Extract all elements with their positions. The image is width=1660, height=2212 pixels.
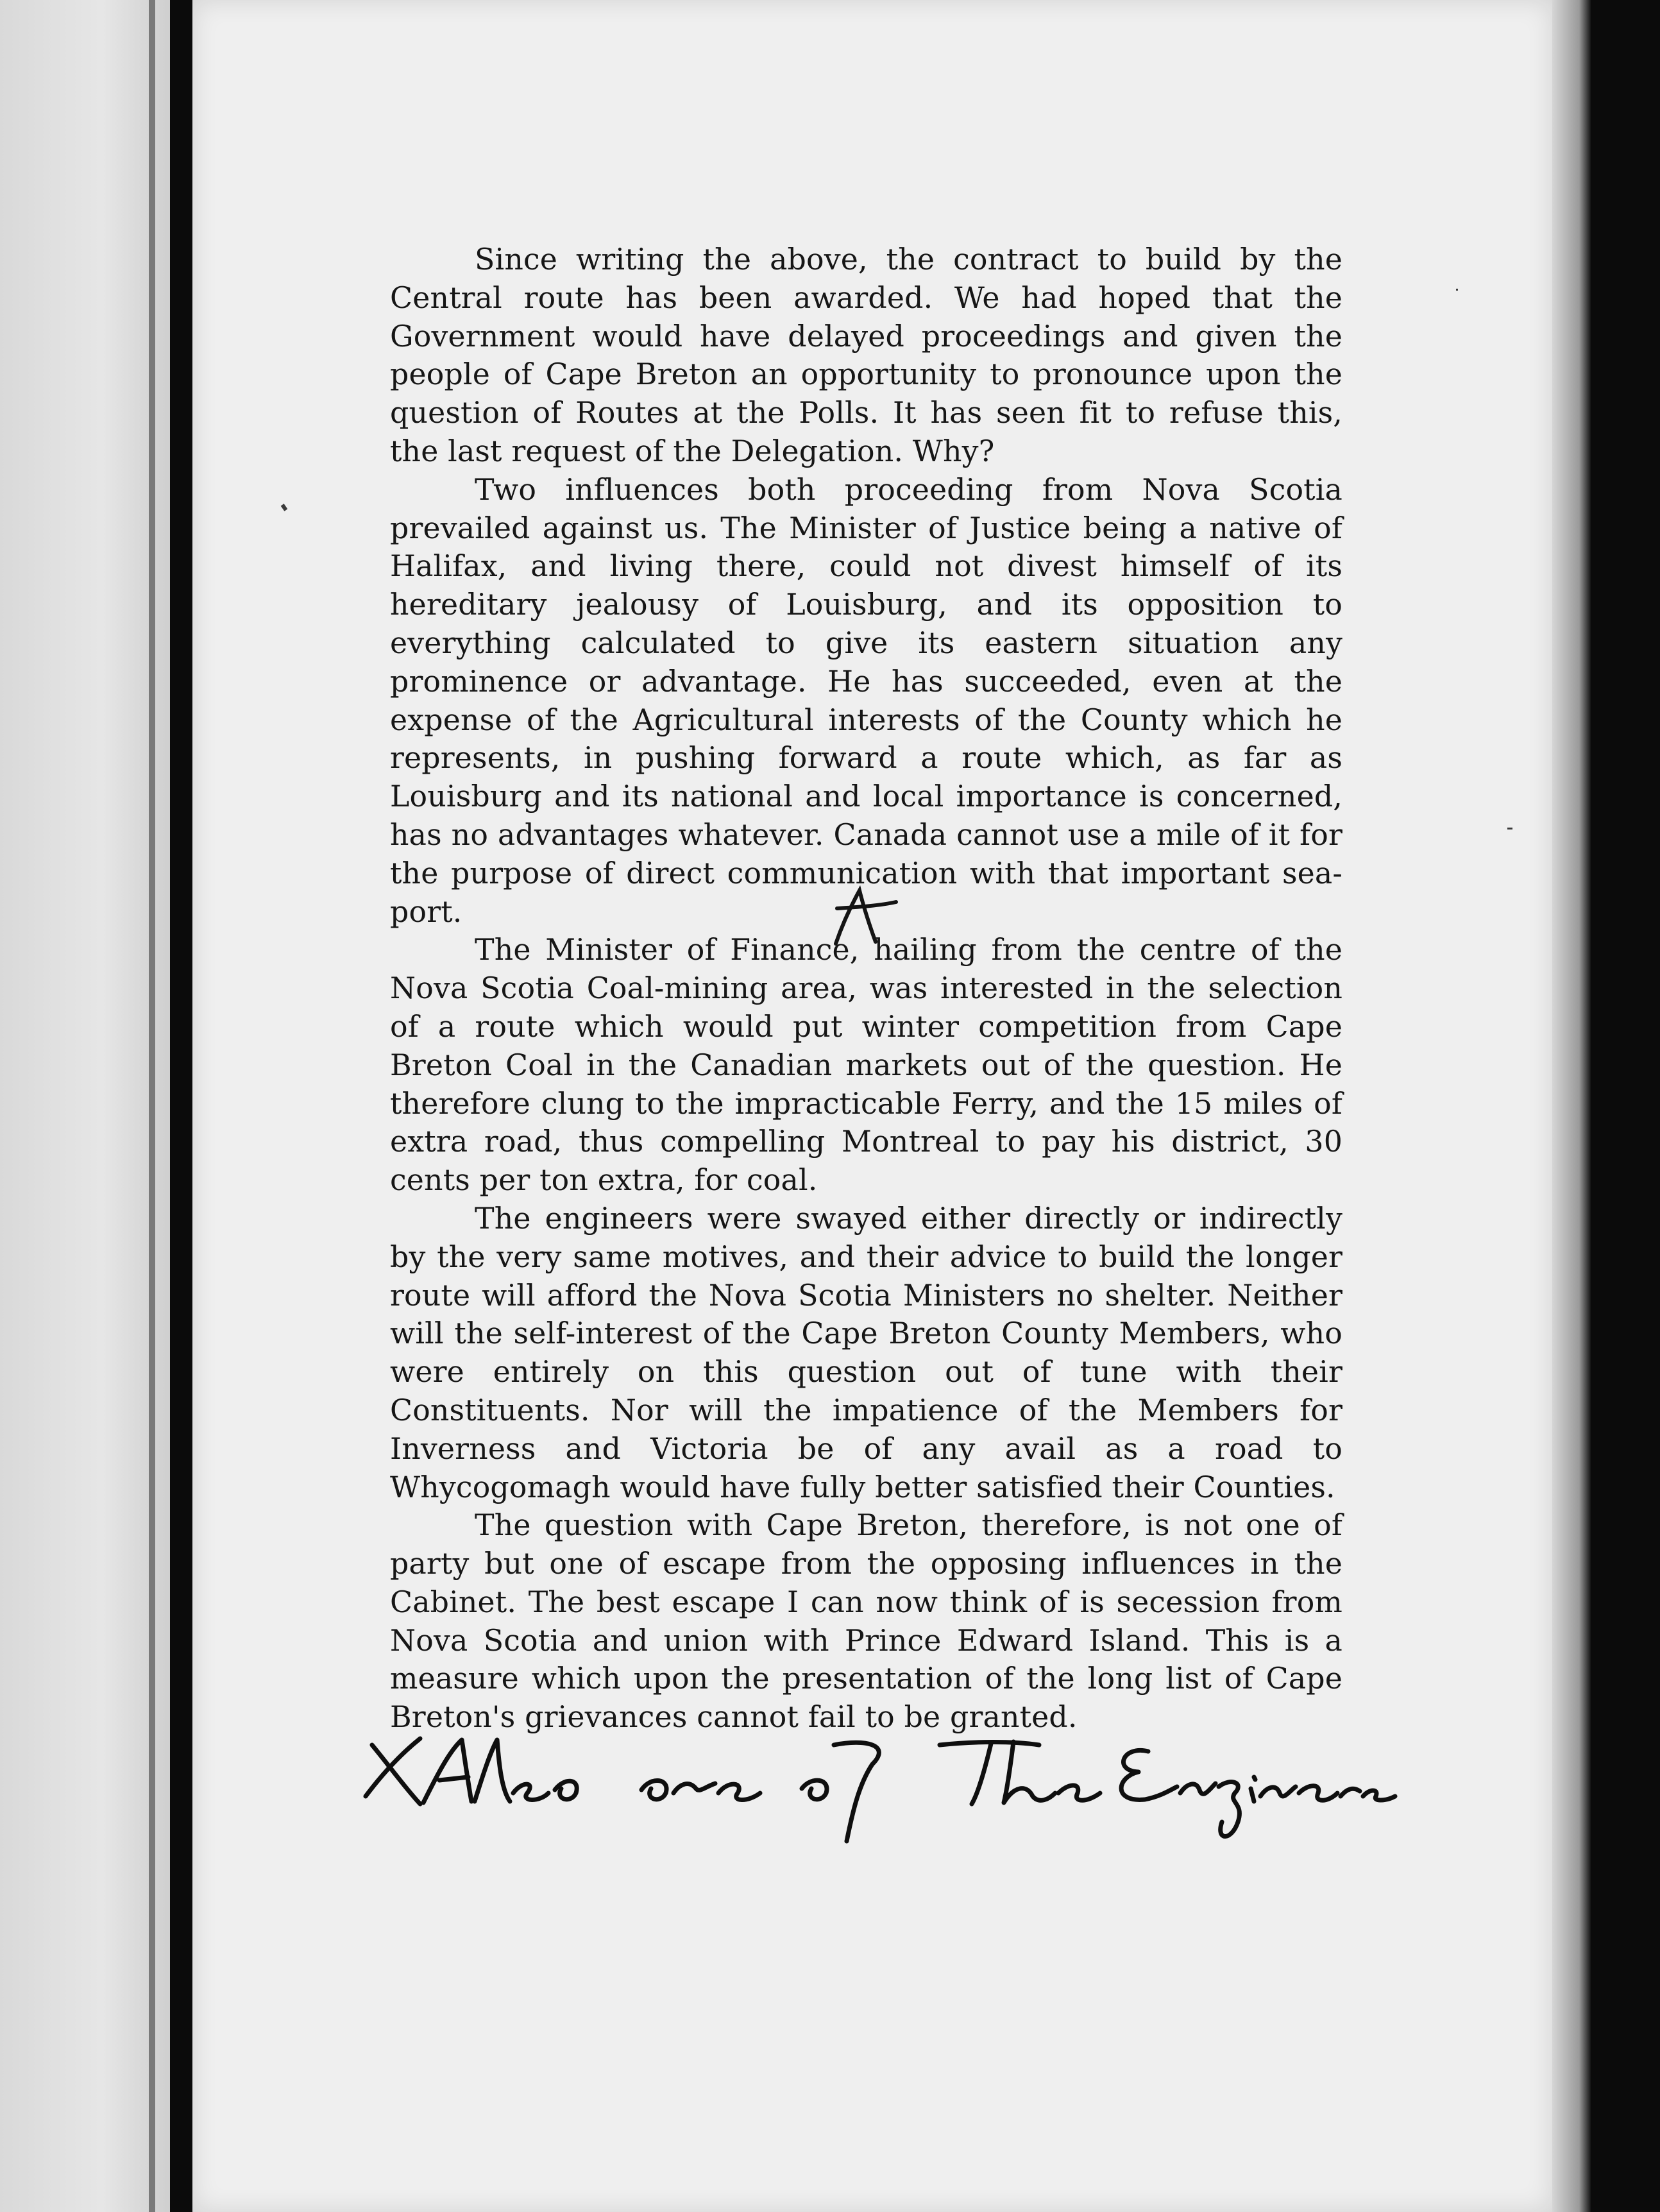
page-fold-shadow <box>149 0 155 2212</box>
paragraph: The Minister of Finance, hailing from the centre of the Nova Scotia Coal-mining area, was interested in the selection of a route which would put winter competition from Cape Breton Coal in the Canadian markets out of the question. He therefore clung to the impracticable Ferry, and the 15 miles of extra road, thus compelling Montreal to pay his district, 30 cents per ton extra, for coal. <box>390 932 1342 1198</box>
stray-mark <box>1507 828 1512 830</box>
page-right-edge <box>1552 0 1591 2212</box>
previous-page-edge <box>0 0 170 2212</box>
paragraph: The engineers were swayed either directly or indirectly by the very same motives, and their advice to build the longer route will afford the Nova Scotia Ministers no shelter. Neither will the self-interest of the Cape Breton County Members, who were entirely on this question out of tune with their Constituents. Nor will the impatience of the Members for Inverness and Victoria be of any avail as a road to Whycogomagh would have fully better satisfied their Counties. <box>390 1200 1342 1504</box>
paragraph: Two influences both proceeding from Nova Scotia prevailed against us. The Minister of Justice being a native of Halifax, and living there, could not divest himself of its hereditary jealousy of Louisburg, and its opposition to everything calculated to give its eastern situation any prominence or advantage. He has succeeded, even at the expense of the Agricultural interests of the County which he represents, in pushing forward a route which, as far as Louisburg and its national and local importance is concerned, has no advantages whatever. Canada cannot use a mile of it for the purpose of direct communication with that important sea-port. <box>390 472 1342 929</box>
body-text <box>390 241 1342 1737</box>
stray-mark <box>1456 289 1458 291</box>
paragraph: The question with Cape Breton, therefore, is not one of party but one of escape from the opposing influences in the Cabinet. The best escape I can now think of is secession from Nova Scotia and union with Prince Edward Island. This is a measure which upon the presentation of the long list of Cape Breton's grievances cannot fail to be granted. <box>390 1508 1342 1735</box>
insertion-mark-icon <box>824 883 901 953</box>
handwritten-note <box>359 1732 1398 1848</box>
paragraph: Since writing the above, the contract to build by the Central route has been awarded. We had hoped that the Government would have delayed proceedings and given the people of Cape Breton an opportunity to pronounce upon the question of Routes at the Polls. It has seen fit to refuse this, the last request of the Delegation. Why? <box>390 242 1342 468</box>
